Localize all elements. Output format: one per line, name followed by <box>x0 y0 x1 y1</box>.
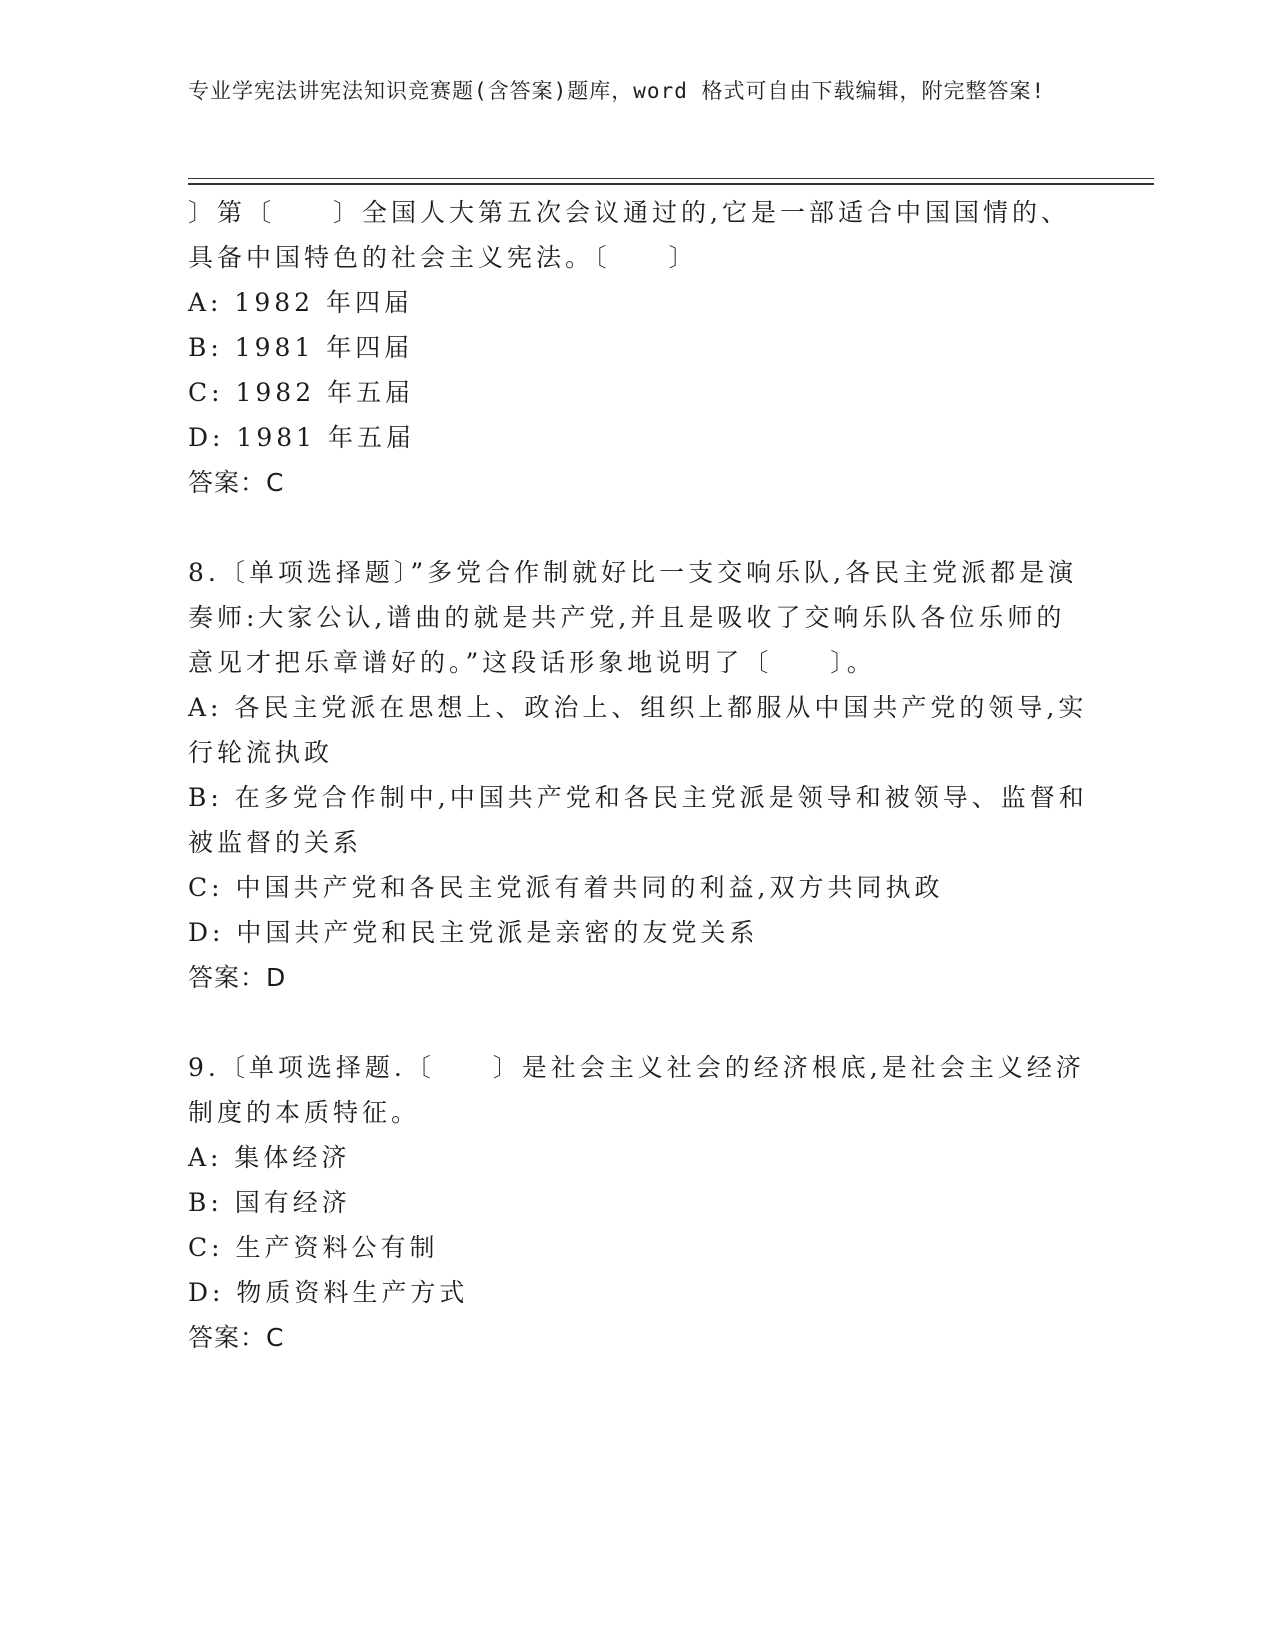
option-c: C: 中国共产党和各民主党派有着共同的利益,双方共同执政 <box>188 873 944 902</box>
question-block <box>188 190 1088 505</box>
option-a: A: 1982 年四届 <box>188 288 413 317</box>
option-c: C: 生产资料公有制 <box>188 1233 439 1262</box>
option-d: D: 物质资料生产方式 <box>188 1278 469 1307</box>
question-text: 9.〔单项选择题.〔 〕是社会主义社会的经济根底,是社会主义经济制度的本质特征。 <box>188 1053 1085 1127</box>
question-text: 8.〔单项选择题〕”多党合作制就好比一支交响乐队,各民主党派都是演奏师:大家公认,谱曲的就是共产党,并且是吸收了交响乐队各位乐师的意见才把乐章谱好的。”这段话形象地说明了〔 〕。 <box>188 558 1078 677</box>
option-a: A: 集体经济 <box>188 1143 351 1172</box>
answer-line: 答案：C <box>188 468 285 497</box>
header-title: 专业学宪法讲宪法知识竞赛题(含答案)题库，word 格式可自由下载编辑，附完整答案! <box>188 79 1046 103</box>
option-d: D: 中国共产党和民主党派是亲密的友党关系 <box>188 918 759 947</box>
document-header <box>188 76 1068 107</box>
question-block <box>188 550 1088 1000</box>
spacer <box>188 1000 1088 1045</box>
question-block <box>188 1045 1088 1360</box>
option-b: B: 1981 年四届 <box>188 333 414 362</box>
question-text: 〕第〔 〕全国人大第五次会议通过的,它是一部适合中国国情的、具备中国特色的社会主义宪法。〔 〕 <box>188 198 1070 272</box>
option-b: B: 在多党合作制中,中国共产党和各民主党派是领导和被领导、监督和被监督的关系 <box>188 783 1088 857</box>
answer-line: 答案：D <box>188 963 287 992</box>
question-list <box>188 190 1088 1360</box>
spacer <box>188 505 1088 550</box>
header-divider-thin <box>188 178 1154 179</box>
option-b: B: 国有经济 <box>188 1188 351 1217</box>
header-divider-thick <box>188 183 1154 185</box>
option-c: C: 1982 年五届 <box>188 378 415 407</box>
option-d: D: 1981 年五届 <box>188 423 415 452</box>
option-a: A: 各民主党派在思想上、政治上、组织上都服从中国共产党的领导,实行轮流执政 <box>188 693 1088 767</box>
answer-line: 答案：C <box>188 1323 285 1352</box>
